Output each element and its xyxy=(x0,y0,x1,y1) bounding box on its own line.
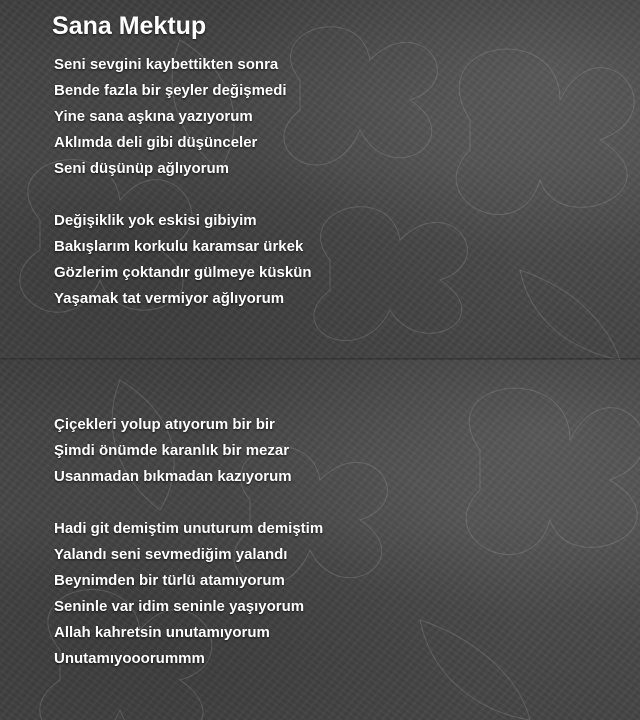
texture-petal xyxy=(284,27,437,165)
poem-line: Yaşamak tat vermiyor ağlıyorum xyxy=(54,290,285,307)
poem-line: Şimdi önümde karanlık bir mezar xyxy=(54,442,290,459)
poem-line: Değişiklik yok eskisi gibiyim xyxy=(54,212,257,229)
poem-line: Çiçekleri yolup atıyorum bir bir xyxy=(54,416,275,433)
poem-line: Usanmadan bıkmadan kazıyorum xyxy=(54,468,292,485)
poem-panel-bottom xyxy=(0,360,640,720)
poem-line: Bakışlarım korkulu karamsar ürkek xyxy=(54,238,304,255)
poem-line: Yine sana aşkına yazıyorum xyxy=(54,108,253,125)
texture-leaf xyxy=(420,620,530,720)
poem-line: Seni sevgini kaybettikten sonra xyxy=(54,56,279,73)
poem-line: Seninle var idim seninle yaşıyorum xyxy=(54,598,305,615)
page-title: Sana Mektup xyxy=(52,12,207,40)
texture-petal xyxy=(314,207,467,341)
poem-stanza-2 xyxy=(54,208,312,312)
poem-line: Beynimden bir türlü atamıyorum xyxy=(54,572,285,589)
texture-petal xyxy=(456,49,634,214)
poem-line: Bende fazla bir şeyler değişmedi xyxy=(54,82,287,99)
poem-line: Allah kahretsin unutamıyorum xyxy=(54,624,270,641)
poem-line: Gözlerim çoktandır gülmeye küskün xyxy=(54,264,312,281)
poem-line: Aklımda deli gibi düşünceler xyxy=(54,134,258,151)
poem-line: Hadi git demiştim unuturum demiştim xyxy=(54,520,324,537)
poem-stanza-3 xyxy=(54,412,292,490)
texture-petal xyxy=(466,388,640,554)
texture-leaf xyxy=(520,270,620,360)
poem-line: Unutamıyooorummm xyxy=(54,650,205,667)
poem-stanza-1 xyxy=(54,52,287,182)
poem-line: Seni düşünüp ağlıyorum xyxy=(54,160,230,177)
poem-stanza-4 xyxy=(54,516,323,672)
poem-line: Yalandı seni sevmediğim yalandı xyxy=(54,546,288,563)
